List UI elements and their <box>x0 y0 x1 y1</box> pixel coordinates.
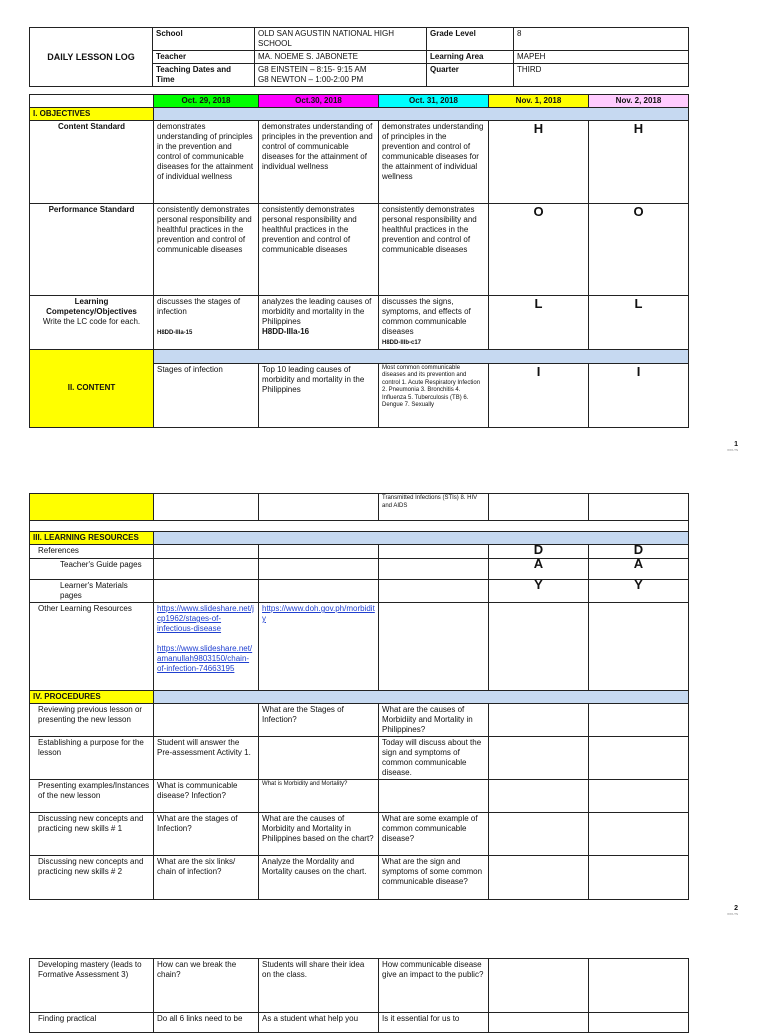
competency-1 <box>154 296 259 350</box>
dates-line-2: G8 NEWTON – 1:00-2:00 PM <box>258 75 364 84</box>
resources-heading: III. LEARNING RESOURCES <box>30 532 154 545</box>
performance-standard-3: consistently demonstrates personal responsibility and healthful practices in the prevention and control of communicable diseases <box>379 204 489 296</box>
competency-3-text: discusses the signs, symptoms, and effects of common communicable diseases <box>382 297 471 336</box>
procedure-2-day-2 <box>259 737 379 780</box>
grade-value: 8 <box>514 28 689 51</box>
holiday-letter-i-2: I <box>589 363 689 427</box>
procedure-4-day-2: What are the causes of Morbidity and Mortality in Philippines based on the chart? <box>259 813 379 856</box>
procedure-2-day-4 <box>489 737 589 780</box>
holiday-letter-h-2: H <box>589 121 689 204</box>
content-3: Most common communicable diseases and its prevention and control 1. Acute Respiratory Infection 2. Pneumonia 3. Bronchitis 4. Influenza 5. Tuberculosis (TB) 6. Dengue 7. Sexually <box>379 363 489 427</box>
quarter-value: THIRD <box>514 64 689 87</box>
procedure-6-day-3: How communicable disease give an impact to the public? <box>379 959 489 1013</box>
holiday-letter-d-1: D <box>489 545 589 559</box>
date-col-5: Nov. 2, 2018 <box>589 95 689 108</box>
competency-2-code: H8DD-IIIa-16 <box>262 327 310 336</box>
competency-2 <box>259 296 379 350</box>
procedure-5-day-4 <box>489 856 589 900</box>
procedures-heading: IV. PROCEDURES <box>30 691 154 704</box>
holiday-letter-h-1: H <box>489 121 589 204</box>
procedure-7-day-5 <box>589 1013 689 1033</box>
objectives-band <box>154 108 689 121</box>
lesson-table-page-1 <box>29 94 689 428</box>
procedure-7-day-4 <box>489 1013 589 1033</box>
references-label: References <box>30 545 154 559</box>
content-cont-5 <box>589 494 689 521</box>
holiday-letter-y-1: Y <box>489 580 589 603</box>
procedure-4-day-4 <box>489 813 589 856</box>
lm-3 <box>379 580 489 603</box>
teachers-guide-label: Teacher's Guide pages <box>30 559 154 580</box>
learners-materials-label: Learner's Materials pages <box>30 580 154 603</box>
procedure-2-day-3: Today will discuss about the sign and symptoms of common communicable disease. <box>379 737 489 780</box>
references-3 <box>379 545 489 559</box>
content-heading: II. CONTENT <box>30 349 154 427</box>
content-standard-2: demonstrates understanding of principles in the prevention and control of communicable diseases for the attainment of individual wellness <box>259 121 379 204</box>
procedure-3-day-2: What is Morbidity and Mortality? <box>259 780 379 813</box>
procedure-4-day-1: What are the stages of Infection? <box>154 813 259 856</box>
procedure-1-day-5 <box>589 704 689 737</box>
date-col-1: Oct. 29, 2018 <box>154 95 259 108</box>
school-value: OLD SAN AGUSTIN NATIONAL HIGH SCHOOL <box>255 28 427 51</box>
slideshare-stages-link[interactable]: https://www.slideshare.net/jcp1962/stages-of-infectious-disease <box>157 604 254 633</box>
competency-3 <box>379 296 489 350</box>
corner-cell <box>30 95 154 108</box>
procedure-label-5: Discussing new concepts and practicing new skills # 2 <box>30 856 154 900</box>
holiday-letter-i-1: I <box>489 363 589 427</box>
page-number-1 <box>727 441 738 452</box>
header-table <box>29 27 689 87</box>
page-number-2-text: 2 <box>734 905 738 912</box>
area-label: Learning Area <box>427 51 514 64</box>
procedure-label-6: Developing mastery (leads to Formative Assessment 3) <box>30 959 154 1013</box>
doh-morbidity-link[interactable]: https://www.doh.gov.ph/morbidity <box>262 604 375 623</box>
procedure-1-day-1 <box>154 704 259 737</box>
other-resources-1 <box>154 603 259 691</box>
dates-line-1: G8 EINSTEIN – 8:15- 9:15 AM <box>258 65 367 74</box>
procedure-5-day-1: What are the six links/ chain of infection? <box>154 856 259 900</box>
holiday-letter-o-1: O <box>489 204 589 296</box>
procedure-5-day-5 <box>589 856 689 900</box>
competency-label-cell <box>30 296 154 350</box>
slideshare-chain-link[interactable]: https://www.slideshare.net/amanullah9803150/chain-of-infection-74663195 <box>157 644 253 673</box>
date-col-2: Oct.30, 2018 <box>259 95 379 108</box>
content-standard-1: demonstrates understanding of principles in the prevention and control of communicable diseases for the attainment of individual wellness <box>154 121 259 204</box>
procedure-1-day-3: What are the causes of Morbidiity and Mortality in Philippines? <box>379 704 489 737</box>
references-1 <box>154 545 259 559</box>
competency-1-text: discusses the stages of infection <box>157 297 241 316</box>
holiday-letter-l-1: L <box>489 296 589 350</box>
procedure-3-day-4 <box>489 780 589 813</box>
lesson-table-page-2 <box>29 493 689 900</box>
other-resources-2 <box>259 603 379 691</box>
date-col-4: Nov. 1, 2018 <box>489 95 589 108</box>
procedure-label-7: Finding practical <box>30 1013 154 1033</box>
procedure-label-1: Reviewing previous lesson or presenting the new lesson <box>30 704 154 737</box>
area-value: MAPEH <box>514 51 689 64</box>
tg-1 <box>154 559 259 580</box>
teacher-value: MA. NOEME S. JABONETE <box>255 51 427 64</box>
school-label: School <box>153 28 255 51</box>
competency-1-code: H8DD-IIIa-15 <box>157 330 193 336</box>
content-cont-label <box>30 494 154 521</box>
procedure-6-day-4 <box>489 959 589 1013</box>
procedure-4-day-3: What are some example of common communicable disease? <box>379 813 489 856</box>
content-2: Top 10 leading causes of morbidity and mortality in the Philippines <box>259 363 379 427</box>
page-mark-2: XXX-TS <box>727 912 738 916</box>
procedure-1-day-4 <box>489 704 589 737</box>
holiday-letter-y-2: Y <box>589 580 689 603</box>
procedure-6-day-5 <box>589 959 689 1013</box>
content-cont-2 <box>259 494 379 521</box>
content-1: Stages of infection <box>154 363 259 427</box>
holiday-letter-o-2: O <box>589 204 689 296</box>
holiday-letter-l-2: L <box>589 296 689 350</box>
procedure-7-day-1: Do all 6 links need to be <box>154 1013 259 1033</box>
tg-3 <box>379 559 489 580</box>
objectives-heading: I. OBJECTIVES <box>30 108 154 121</box>
performance-standard-label: Performance Standard <box>30 204 154 296</box>
performance-standard-1: consistently demonstrates personal responsibility and healthful practices in the prevention and control of communicable diseases <box>154 204 259 296</box>
other-resources-label: Other Learning Resources <box>30 603 154 691</box>
competency-sublabel: Write the LC code for each. <box>42 317 141 326</box>
competency-label: Learning Competency/Objectives <box>46 297 137 316</box>
other-resources-5 <box>589 603 689 691</box>
holiday-letter-d-2: D <box>589 545 689 559</box>
procedure-6-day-2: Students will share their idea on the class. <box>259 959 379 1013</box>
resources-band <box>154 532 689 545</box>
procedure-label-3: Presenting examples/Instances of the new lesson <box>30 780 154 813</box>
procedure-7-day-2: As a student what help you <box>259 1013 379 1033</box>
procedure-6-day-1: How can we break the chain? <box>154 959 259 1013</box>
dll-title: DAILY LESSON LOG <box>30 28 153 87</box>
lm-2 <box>259 580 379 603</box>
date-col-3: Oct. 31, 2018 <box>379 95 489 108</box>
procedure-7-day-3: Is it essential for us to <box>379 1013 489 1033</box>
lm-1 <box>154 580 259 603</box>
tg-2 <box>259 559 379 580</box>
content-standard-3: demonstrates understanding of principles in the prevention and control of communicable diseases for the attainment of individual wellness <box>379 121 489 204</box>
holiday-letter-a-2: A <box>589 559 689 580</box>
grade-label: Grade Level <box>427 28 514 51</box>
content-cont-4 <box>489 494 589 521</box>
content-band <box>154 349 689 363</box>
content-cont-3: Transmitted Infections (STIs) 8. HIV and AIDS <box>379 494 489 521</box>
dates-value <box>255 64 427 87</box>
procedure-label-4: Discussing new concepts and practicing new skills # 1 <box>30 813 154 856</box>
procedure-1-day-2: What are the Stages of Infection? <box>259 704 379 737</box>
performance-standard-2: consistently demonstrates personal responsibility and healthful practices in the prevention and control of communicable diseases <box>259 204 379 296</box>
procedure-3-day-1: What is communicable disease? Infection? <box>154 780 259 813</box>
procedure-2-day-5 <box>589 737 689 780</box>
references-2 <box>259 545 379 559</box>
lesson-table-page-3 <box>29 958 689 1033</box>
other-resources-3 <box>379 603 489 691</box>
teacher-label: Teacher <box>153 51 255 64</box>
dates-label: Teaching Dates and Time <box>153 64 255 87</box>
competency-3-code: H8DD-IIIb-c17 <box>382 340 422 346</box>
procedure-4-day-5 <box>589 813 689 856</box>
spacer-row <box>30 521 689 532</box>
procedure-label-2: Establishing a purpose for the lesson <box>30 737 154 780</box>
holiday-letter-a-1: A <box>489 559 589 580</box>
competency-2-text: analyzes the leading causes of morbidity and mortality in the Philippines <box>262 297 372 326</box>
page-number-1-text: 1 <box>734 441 738 448</box>
quarter-label: Quarter <box>427 64 514 87</box>
procedure-5-day-3: What are the sign and symptoms of some common communicable disease? <box>379 856 489 900</box>
page-number-2 <box>727 905 738 916</box>
procedure-5-day-2: Analyze the Mordality and Mortality causes on the chart. <box>259 856 379 900</box>
procedure-3-day-5 <box>589 780 689 813</box>
procedure-2-day-1: Student will answer the Pre-assessment Activity 1. <box>154 737 259 780</box>
page-mark-1: XXX-TS <box>727 448 738 452</box>
procedure-3-day-3 <box>379 780 489 813</box>
content-standard-label: Content Standard <box>30 121 154 204</box>
content-cont-1 <box>154 494 259 521</box>
other-resources-4 <box>489 603 589 691</box>
procedures-band <box>154 691 689 704</box>
